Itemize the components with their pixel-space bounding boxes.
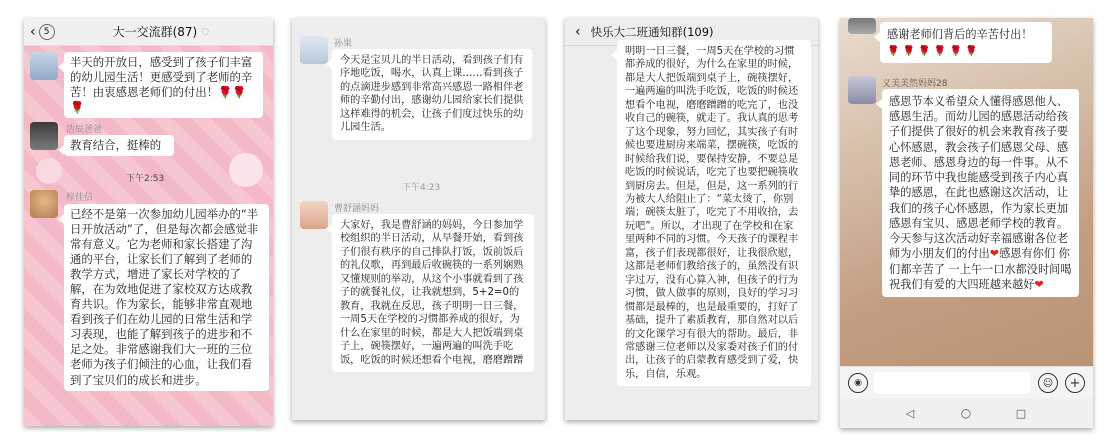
chat-input-bar: [840, 366, 1093, 398]
chat-screenshot-2: [292, 18, 545, 420]
android-nav-bar: [840, 398, 1093, 428]
avatar[interactable]: [30, 122, 58, 150]
ice-cream-sticker: [36, 158, 62, 184]
rose-emoji: 🌹 🌹 🌹 🌹 🌹 🌹: [887, 45, 978, 57]
chat-screenshot-4: [840, 18, 1093, 428]
avatar[interactable]: [848, 76, 876, 104]
message-bubble[interactable]: [880, 22, 1052, 63]
chat-header: [24, 18, 273, 46]
message-bubble[interactable]: 大家好，我是曹舒涵的妈妈，今日参加学校组织的半日活动，从早餐开始，看到孩子们很有秩序的自己排队打饭，饭前饭后的礼仪歌，再到最后收碗筷的一系列娴熟又懂规则的举动，从这个小事就看到了孩子的就餐礼仪，让我就想到，5+2=0的教育，我就在反思，孩子明明一日三餐，一周5天在学校的习惯都养成的很好，为什么在家里的时候，都是大人把饭端到桌子上，碗筷摆好，一遍两遍的叫洗手吃饭，吃饭的时候还想看个电视，磨磨蹭蹭: [332, 214, 534, 372]
message-text: 感恩节本义希望众人懂得感恩他人、感恩生活。而幼儿园的感恩活动给孩子们提供了很好的机会来教育孩子要心怀感恩，教会孩子们感恩父母、感恩老师、感恩身边的每一件事。从不同的环节中我也能感受到孩子内心真挚的感恩，在此也感谢这次活动，让我们的孩子心怀感恩，作为家长更加感恩有宝贝、感恩老师学校的教育。今天参与这次活动好幸福感谢各位老师为小朋友们的付出: [889, 95, 1069, 261]
chat-screenshot-1: [24, 18, 273, 426]
avatar[interactable]: [300, 201, 328, 229]
message-text: 感恩有你们 你们都辛苦了 一上午一口水都没时间喝 祝我们有爱的大四班越来越好: [889, 247, 1072, 291]
timestamp: 下午4:23: [402, 183, 441, 193]
sender-name: 义美美然妈妈28: [882, 79, 948, 89]
avatar[interactable]: [30, 52, 58, 80]
plus-icon[interactable]: +: [1065, 373, 1085, 393]
emoji-icon[interactable]: ☺: [1038, 373, 1058, 393]
chat-title: 快乐大二班通知群(109): [590, 24, 714, 39]
chat-screenshot-3: [565, 18, 818, 420]
avatar[interactable]: [848, 18, 876, 34]
timestamp: 下午2:53: [126, 174, 165, 184]
message-bubble[interactable]: [882, 89, 1079, 297]
heart-emoji: ❤: [1034, 277, 1044, 291]
avatar[interactable]: [30, 190, 58, 218]
nav-recents-icon[interactable]: □: [1015, 406, 1027, 420]
message-input[interactable]: [874, 372, 1030, 394]
message-bubble[interactable]: 教育结合，挺棒的: [64, 135, 174, 156]
nav-home-icon[interactable]: ○: [960, 406, 972, 420]
message-bubble[interactable]: 已经不是第一次参加幼儿园举办的“半日开放活动”了，但是每次都会感觉非常有意义。它为老师和家长搭建了沟通的平台，让家长们了解到了老师的教学方式，增进了家长对学校的了解，在为效地促进了家校双方达成教育共识。作为家长，能够非常直观地看到孩子们在幼儿园的日常生活和学习表现，也能了解到孩子的进步和不足之处。非常感谢我们大一班的三位老师为孩子们倾注的心血，让我们看到了宝贝们的成长和进步。: [64, 204, 269, 391]
heart-emoji: ❤: [989, 247, 1000, 261]
avatar[interactable]: [300, 36, 328, 64]
back-icon[interactable]: ‹: [575, 23, 581, 40]
message-bubble[interactable]: 今天是宝贝儿的半日活动，看到孩子们有序地吃饭，喝水，认真上课……看到孩子的点滴进步感到非常高兴感恩一路相伴老师的辛勤付出，感谢幼儿园给家长们提供这样难得的机会，让孩子们度过快乐的幼儿园生活。: [332, 49, 532, 140]
voice-icon[interactable]: ◉: [848, 373, 868, 393]
message-bubble[interactable]: 明明一日三餐，一周5天在学校的习惯都养成的很好，为什么在家里的时候，都是大人把饭端到桌子上，碗筷摆好，一遍两遍的叫洗手吃饭，吃饭的时候还想看个电视，磨磨蹭蹭的吃完了，也没收自己的碗筷，就走了。我认真的思考了这个现象，努力回忆，其实孩子有时候也要进厨房来端菜，摆碗筷，吃饭的时候给我们说，要保持安静，不要总是吃饭的时候说话，吃完了也要把碗筷收到厨房去。但是，但是，这一系列的行为被大人给阻止了：“菜太烫了，你别端；碗筷太脏了，吃完了不用收拾，去玩吧”。所以，才出现了在学校和在家里两种不同的习惯。今天孩子的课程丰富，孩子们表现都很好，让我很欣慰，这都是老师们教给孩子的，虽然没有识字过万，没有心算入神，但孩子的行为习惯，做人做事的原则，良好的学习习惯都是最棒的，也是最重要的，打好了基础，提升了素质教育，那自然对以后的文化课学习有很大的帮助。最后，非常感谢三位老师以及家委对孩子们的付出，让孩子的启蒙教育感受到了爱，快乐，自信，乐观。: [617, 40, 811, 386]
unread-count-badge: 5: [39, 24, 55, 40]
ice-cream-sticker: [229, 153, 263, 187]
mute-icon: ◌: [201, 26, 210, 37]
sender-name: 梓佳信: [66, 193, 94, 203]
message-bubble[interactable]: 半天的开放日，感受到了孩子们丰富的幼儿园生活！更感受到了老师的辛苦！由衷感恩老师们的付出！🌹🌹🌹: [64, 52, 263, 118]
sender-name: 曹舒涵妈妈: [334, 204, 380, 214]
back-icon[interactable]: ‹: [30, 23, 36, 40]
sender-name: 孙果: [334, 39, 353, 49]
message-text: 感谢老师们背后的辛苦付出！: [887, 28, 1033, 41]
nav-back-icon[interactable]: ◁: [905, 406, 915, 420]
sender-name: 浩辰爸爸: [66, 125, 103, 135]
chat-title: 大一交流群(87): [112, 25, 198, 39]
